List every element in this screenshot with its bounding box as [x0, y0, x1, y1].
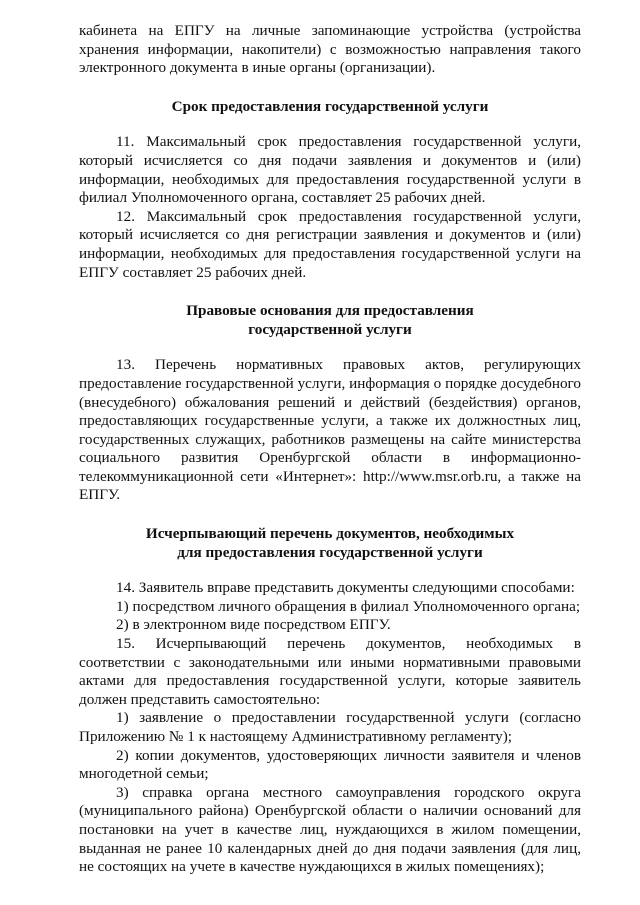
list-item: 2) копии документов, удостоверяющих личности заявителя и членов многодетной семьи;	[79, 746, 581, 783]
heading-line: Исчерпывающий перечень документов, необходимых	[145, 525, 515, 543]
paragraph-12: 12. Максимальный срок предоставления государственной услуги, который исчисляется со дня регистрации заявления и документов и (или) информации, необходимых для предоставления государственной услуги на ЕПГУ составляет 25 рабочих дней.	[79, 207, 581, 281]
list-item: 2) в электронном виде посредством ЕПГУ.	[116, 616, 391, 634]
heading-line: для предоставления государственной услуги	[177, 543, 483, 561]
paragraph-11: 11. Максимальный срок предоставления государственной услуги, который исчисляется со дня подачи заявления и документов и (или) информации, необходимых для предоставления государственной услуги в филиал Уполномоченного органа, составляет 25 рабочих дней.	[79, 133, 581, 207]
list-item: 1) заявление о предоставлении государственной услуги (согласно Приложению № 1 к настоящему Административному регламенту);	[79, 709, 581, 745]
section-heading-documents	[79, 525, 581, 562]
heading-line: Правовые основания для предоставления	[186, 302, 474, 320]
intro-paragraph: кабинета на ЕПГУ на личные запоминающие устройства (устройства хранения информации, накопители) с возможностью направления такого электронного документа в иные органы (организации).	[79, 22, 581, 77]
list-item: 1) посредством личного обращения в филиал Уполномоченного органа;	[116, 597, 581, 615]
paragraph-15: 15. Исчерпывающий перечень документов, необходимых в соответствии с законодательными или иными нормативными правовыми актами для предоставления государственной услуги, которые заявитель должен представить самостоятельно:	[79, 635, 581, 708]
paragraph-13: 13. Перечень нормативных правовых актов, регулирующих предоставление государственной услуги, информация о порядке досудебного (внесудебного) обжалования решений и действий (бездействия) органов, предоставляющих государственные услуги, а также их должностных лиц, государственных служащих, работников размещены на сайте министерства социального развития Оренбургской области в информационно-телекоммуникационной сети «Интернет»: http://www.msr.orb.ru, а также на ЕПГУ.	[79, 356, 581, 504]
document-body	[79, 22, 581, 877]
section-heading-term: Срок предоставления государственной услуги	[171, 97, 489, 115]
heading-line: государственной услуги	[248, 320, 412, 338]
section-heading-legal-basis	[79, 302, 581, 339]
list-item: 3) справка органа местного самоуправления городского округа (муниципального района) Оренбургской области о наличии оснований для постановки на учет в качестве лиц, нуждающихся в жилом помещении, выданная не ранее 10 календарных дней до дня подачи заявления (для лиц, не состоящих на учете в качестве нуждающихся в жилых помещениях);	[79, 783, 581, 876]
paragraph-14: 14. Заявитель вправе представить документы следующими способами:	[116, 579, 575, 597]
